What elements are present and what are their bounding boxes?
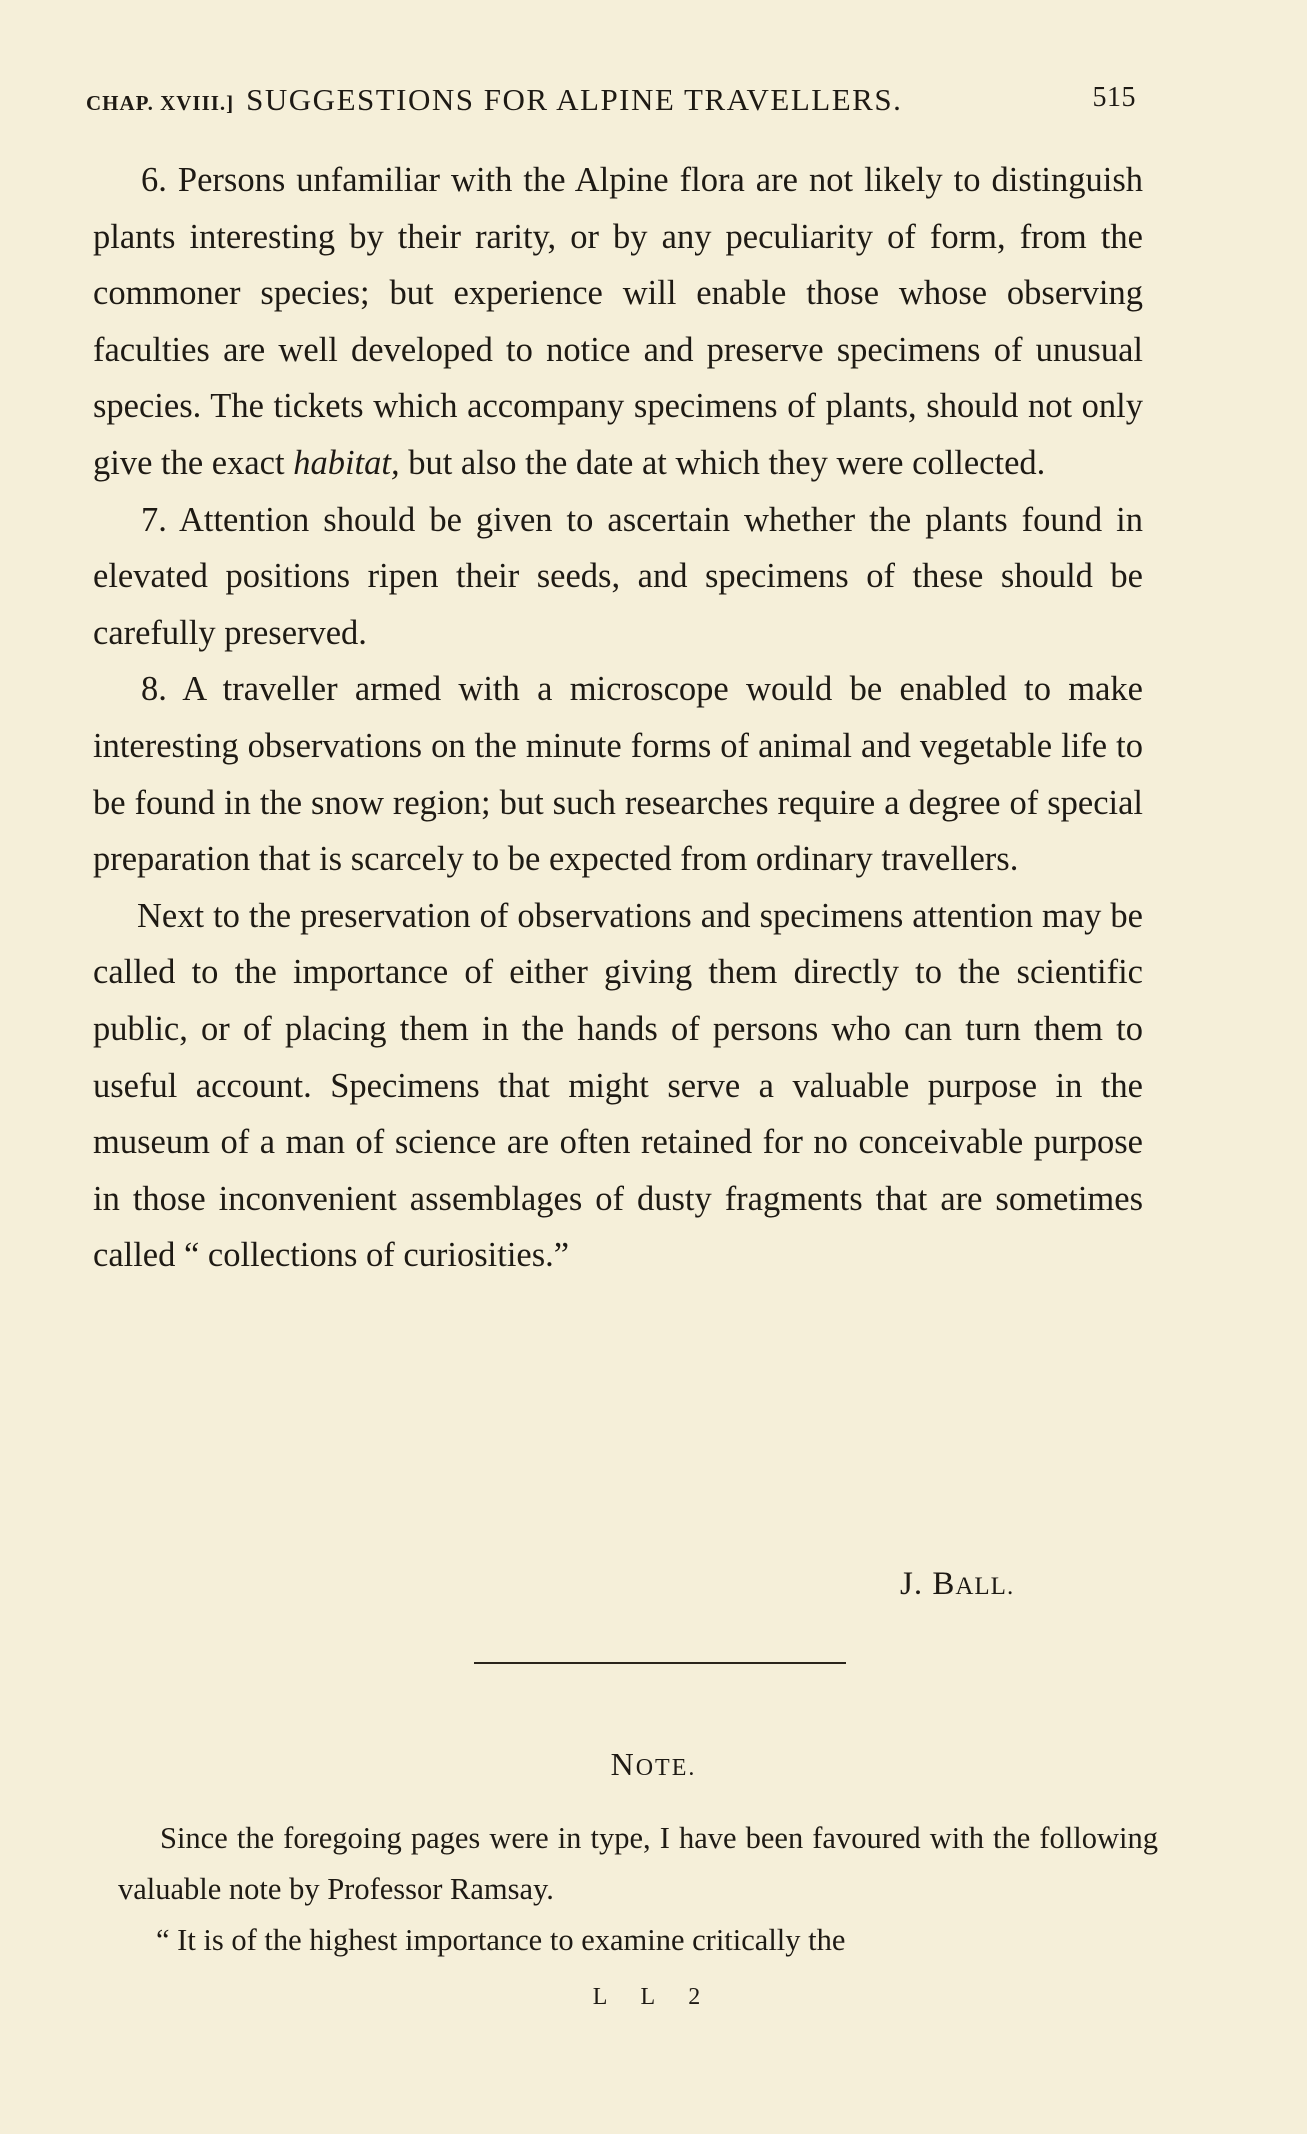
note-paragraph-1: Since the foregoing pages were in type, I have been favoured with the following valuable note by Professor Ramsay.	[118, 1821, 1158, 1906]
paragraph-closing: Next to the preservation of observations and specimens attention may be called to the importance of either giving them directly to the scientific public, or of placing them in the hands of persons who can turn them to useful account. Specimens that might serve a valuable purpose in the museum of a man of science are often retained for no conceivable purpose in those inconvenient assemblages of dusty fragments that are sometimes called “ collections of curiosities.”	[93, 896, 1143, 1275]
author-signature	[900, 1566, 1014, 1603]
paragraph-8: 8. A traveller armed with a microscope would be enabled to make interesting observations on the minute forms of animal and vegetable life to be found in the snow region; but such researches require a degree of special preparation that is scarcely to be expected from ordinary travellers.	[93, 670, 1143, 879]
running-head	[86, 82, 1136, 122]
paragraph-6	[93, 152, 1143, 492]
paragraph-7: 7. Attention should be given to ascertain whether the plants found in elevated positions ripen their seeds, and specimens of these should be carefully preserved.	[93, 500, 1143, 652]
chapter-label: CHAP. XVIII.]	[86, 91, 235, 115]
note-heading	[0, 1746, 1307, 1783]
signature-initial: J. B	[900, 1566, 956, 1602]
note-heading-initial: N	[610, 1746, 636, 1782]
paragraph-6-text-before: 6. Persons unfamiliar with the Alpine flora are not likely to distinguish plants interesting by their rarity, or by any peculiarity of form, from the commoner species; but experience will enable those whose observing faculties are well developed to notice and preserve specimens of unusual species. The tickets which accompany specimens of plants, should not only give the exact	[93, 161, 1143, 482]
note-heading-rest: OTE.	[635, 1755, 697, 1781]
note-paragraph-2: “ It is of the highest importance to examine critically the	[156, 1923, 846, 1957]
page-number: 515	[1092, 82, 1136, 113]
printer-signature-mark: L L 2	[592, 1984, 715, 2010]
habitat-italic: habitat,	[293, 443, 400, 482]
main-text	[93, 152, 1143, 1284]
running-title: SUGGESTIONS FOR ALPINE TRAVELLERS.	[246, 82, 903, 117]
section-divider	[474, 1662, 846, 1664]
paragraph-6-text-after: but also the date at which they were collected.	[399, 443, 1046, 482]
note-text	[118, 1813, 1158, 1966]
signature-rest: ALL.	[955, 1573, 1015, 1600]
